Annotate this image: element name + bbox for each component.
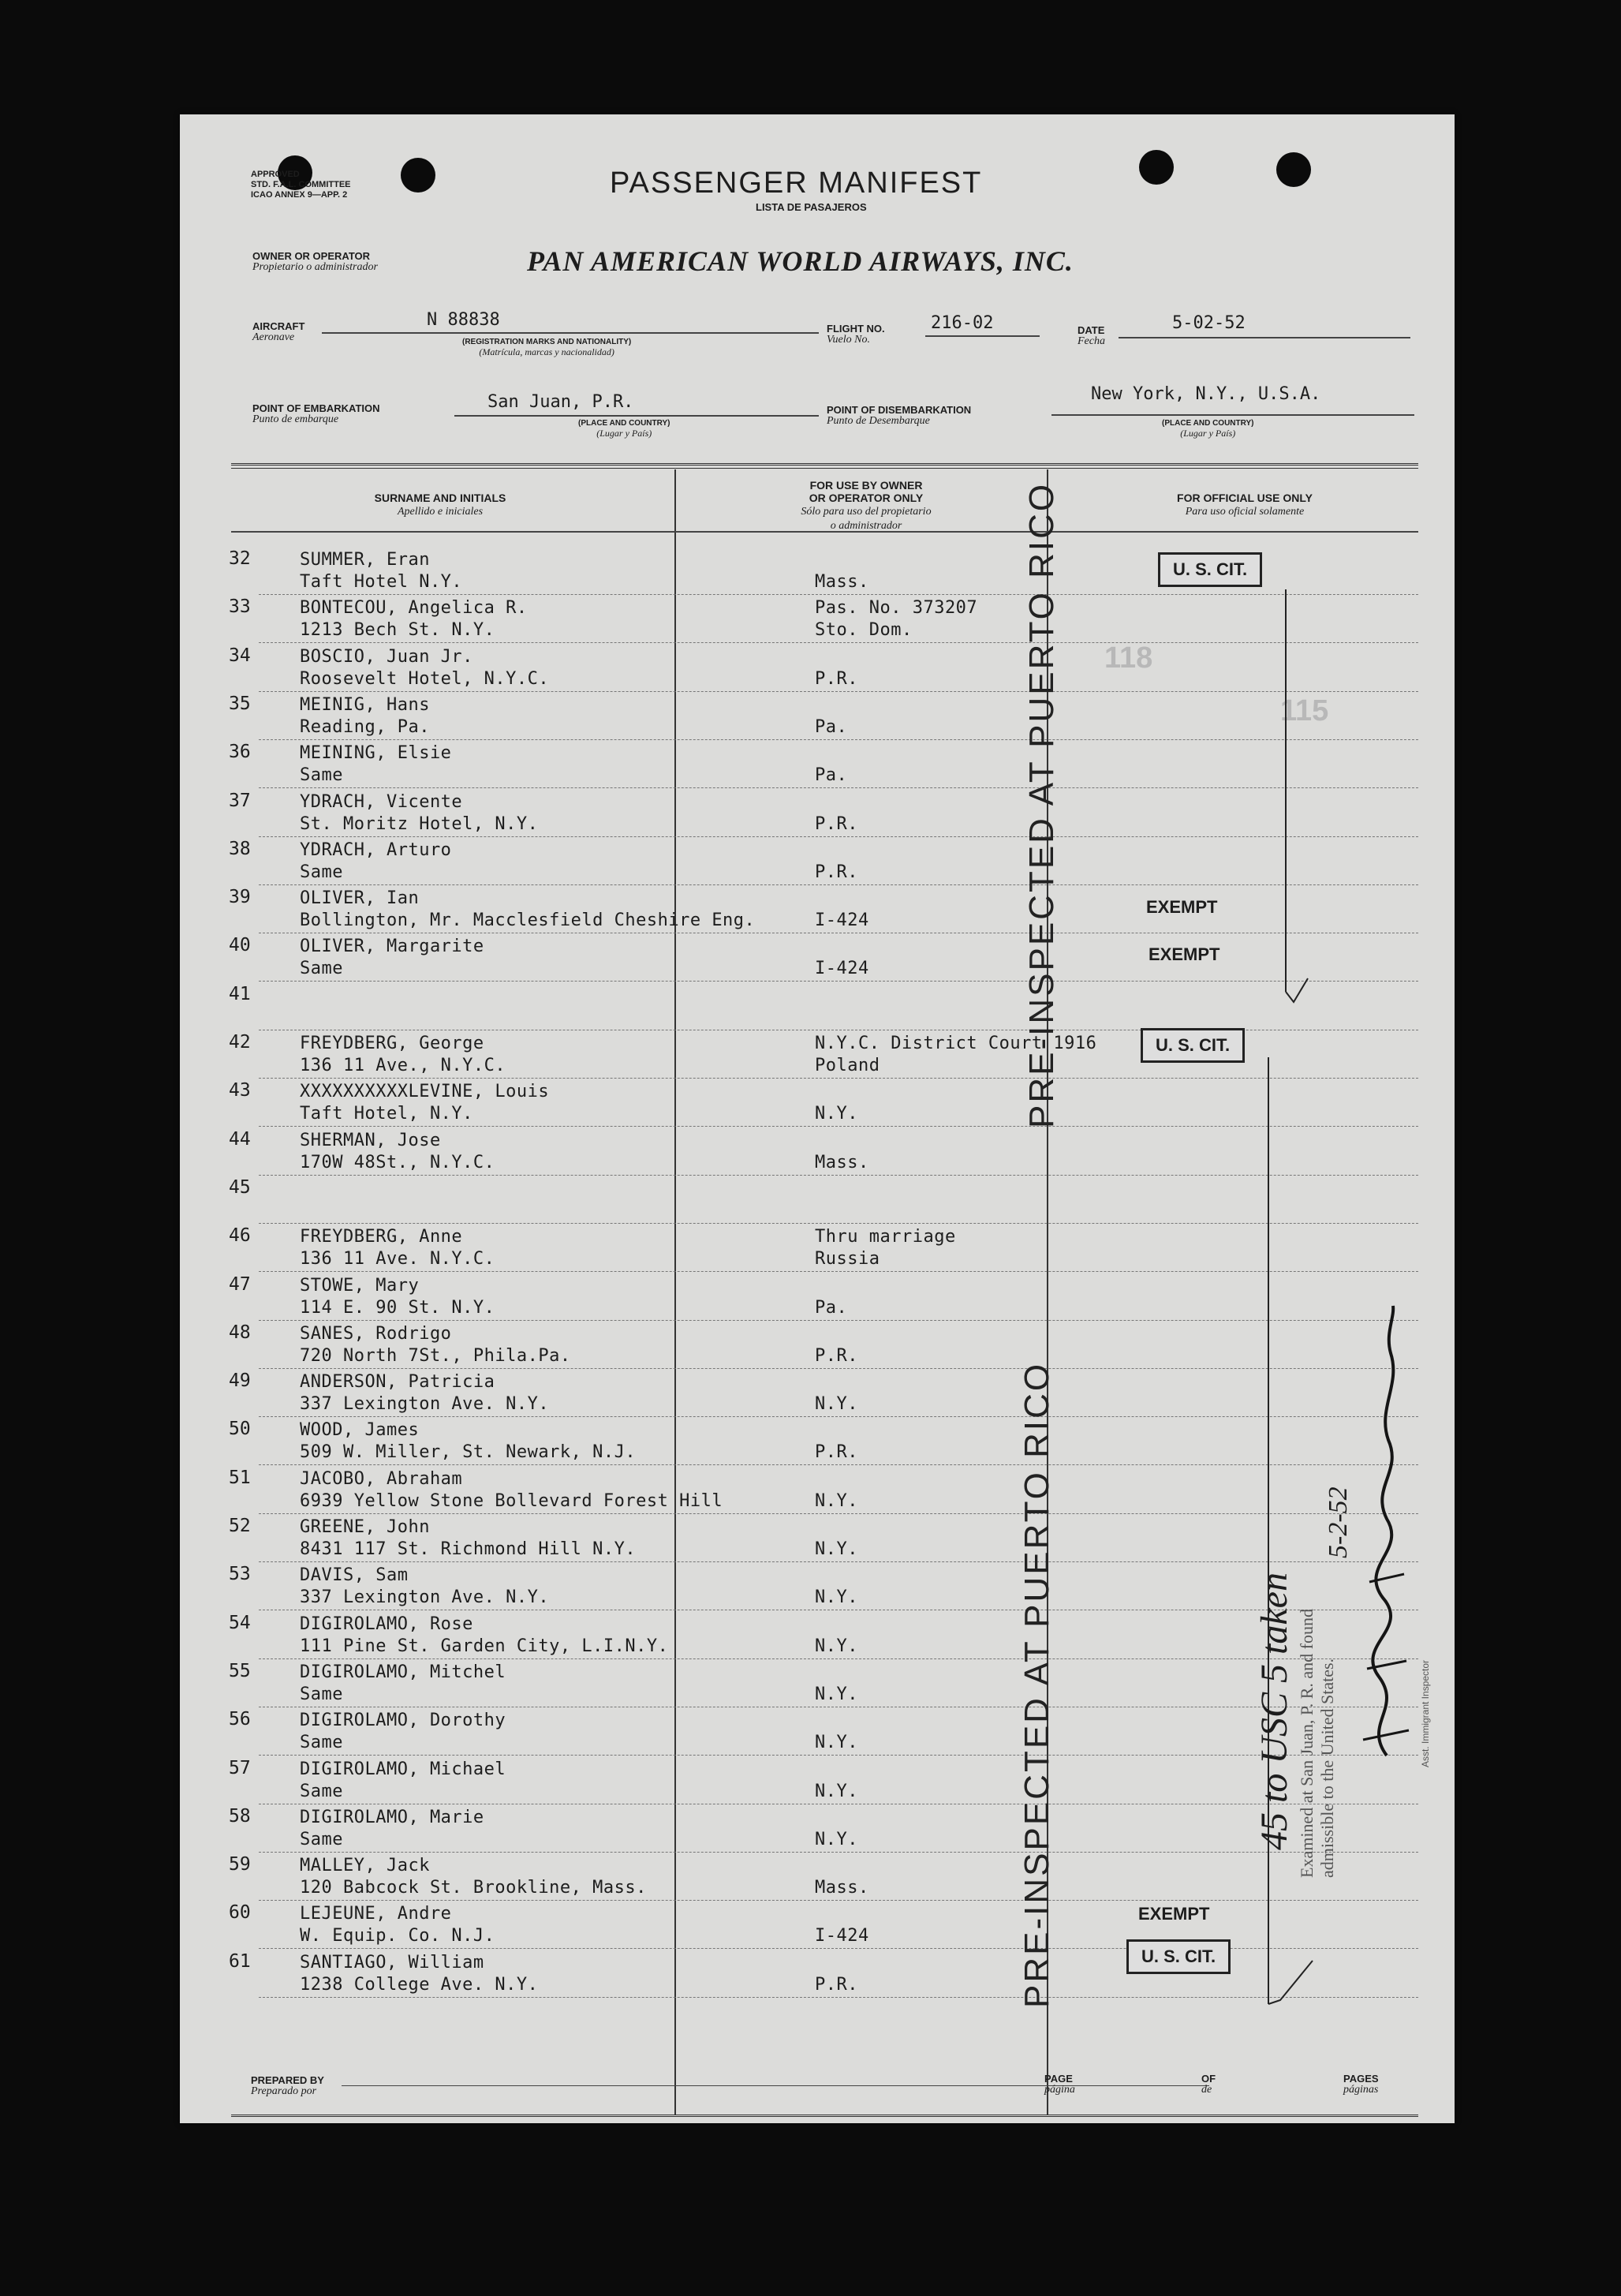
passenger-name: MEINING, Elsie [300,743,452,763]
column-header-operator: FOR USE BY OWNER OR OPERATOR ONLY Sólo para uso del propietario o administrador [801,479,932,532]
passenger-name: LEJEUNE, Andre [300,1904,452,1924]
citizenship-entry: P.R. [815,1442,858,1462]
row-number: 53 [229,1564,251,1584]
passenger-address: 1213 Bech St. N.Y. [300,620,495,640]
table-top-rule [231,463,1418,466]
passenger-address: 136 11 Ave., N.Y.C. [300,1056,506,1075]
row-number: 57 [229,1758,251,1778]
citizenship-entry: Thru marriage [815,1227,956,1247]
punch-hole [1276,152,1311,187]
us-cit-stamp: U. S. CIT. [1158,552,1262,587]
exempt-mark: EXEMPT [1138,1904,1210,1924]
row-number: 49 [229,1370,251,1391]
column-divider [674,469,676,2115]
pages-label: PAGES páginas [1343,2073,1379,2096]
passenger-name: SUMMER, Eran [300,550,430,570]
examined-date: 5-2-52 [1324,1486,1353,1558]
passenger-name: DIGIROLAMO, Dorothy [300,1711,506,1730]
form-title: PASSENGER MANIFEST [610,166,983,200]
row-number: 54 [229,1613,251,1633]
citizenship-entry: N.Y. [815,1830,858,1849]
passenger-address: 120 Babcock St. Brookline, Mass. [300,1878,647,1898]
flight-label: FLIGHT NO. Vuelo No. [827,323,885,346]
passenger-address: Taft Hotel, N.Y. [300,1104,473,1124]
passenger-address: 720 North 7St., Phila.Pa. [300,1346,571,1366]
citizenship-entry: Pa. [815,765,848,785]
passenger-address: Same [300,765,343,785]
citizenship-entry: N.Y. [815,1733,858,1752]
citizenship-entry: Mass. [815,572,869,592]
row-number: 56 [229,1709,251,1729]
row-number: 55 [229,1661,251,1681]
flight-line [925,335,1040,337]
citizenship-entry-2: Sto. Dom. [815,620,913,640]
passenger-name: GREENE, John [300,1517,430,1537]
row-number: 37 [229,791,251,811]
row-number: 39 [229,887,251,907]
passenger-name: DIGIROLAMO, Marie [300,1808,484,1827]
citizenship-entry: Pa. [815,717,848,737]
citizenship-entry: N.Y. [815,1685,858,1704]
citizenship-entry-2: Poland [815,1056,880,1075]
passenger-address: 509 W. Miller, St. Newark, N.J. [300,1442,637,1462]
passenger-name: SHERMAN, Jose [300,1131,441,1150]
citizenship-entry: P.R. [815,862,858,882]
signer-caption: Asst. Immigrant Inspector [1420,1659,1431,1767]
passenger-name: FREYDBERG, George [300,1034,484,1053]
disembarkation-line [1051,414,1414,416]
row-number: 44 [229,1129,251,1150]
passenger-name: WOOD, James [300,1420,420,1440]
citizenship-entry: N.Y.C. District Court 1916 [815,1034,1097,1053]
passenger-address: 337 Lexington Ave. N.Y. [300,1587,550,1607]
registration-caption: (REGISTRATION MARKS AND NATIONALITY) (Matrícula, marcas y nacionalidad) [462,338,632,357]
preinspected-stamp: PRE-INSPECTED AT PUERTO RICO [1018,1361,1056,2008]
us-cit-stamp: U. S. CIT. [1126,1939,1231,1974]
aircraft-label: AIRCRAFT Aeronave [252,320,305,343]
faint-stamp-number: 115 [1280,694,1329,727]
citizenship-entry: I-424 [815,959,869,978]
examined-note: Examined at San Juan, P. R. and found [1297,1609,1317,1878]
citizenship-entry: P.R. [815,1975,858,1995]
passenger-name: DAVIS, Sam [300,1565,409,1585]
punch-hole [1139,150,1174,185]
passenger-address: Reading, Pa. [300,717,430,737]
passenger-name: JACOBO, Abraham [300,1469,463,1489]
row-number: 45 [229,1177,251,1198]
passenger-address: Same [300,1733,343,1752]
citizenship-entry: P.R. [815,1346,858,1366]
embarkation-line [454,415,819,417]
row-number: 42 [229,1032,251,1053]
exempt-mark: EXEMPT [1149,944,1220,964]
row-number: 40 [229,935,251,955]
owner-label: OWNER OR OPERATOR Propietario o administrador [252,250,378,273]
column-header-official: FOR OFFICIAL USE ONLY Para uso oficial solamente [1177,492,1313,518]
passenger-address: W. Equip. Co. N.J. [300,1926,495,1946]
row-number: 46 [229,1225,251,1246]
aircraft-line [322,332,819,334]
bracket-lines [1048,580,1442,2008]
passenger-address: Same [300,862,343,882]
citizenship-entry: Mass. [815,1153,869,1172]
citizenship-entry: I-424 [815,911,869,930]
citizenship-entry: N.Y. [815,1587,858,1607]
disembarkation-caption: (PLACE AND COUNTRY) (Lugar y País) [1162,419,1254,439]
passenger-address: Taft Hotel N.Y. [300,572,463,592]
passenger-name: DIGIROLAMO, Michael [300,1759,506,1779]
passenger-name: FREYDBERG, Anne [300,1227,463,1247]
passenger-name: MALLEY, Jack [300,1856,430,1875]
passenger-name: SANES, Rodrigo [300,1324,452,1344]
row-number: 34 [229,645,251,666]
prepared-by-label: PREPARED BY Preparado por [251,2074,324,2097]
embarkation-value: San Juan, P.R. [487,392,634,412]
passenger-address: Roosevelt Hotel, N.Y.C. [300,669,550,689]
passenger-address: 337 Lexington Ave. N.Y. [300,1394,550,1414]
passenger-name: OLIVER, Ian [300,888,420,908]
of-label: OF de [1201,2073,1216,2096]
passenger-name: YDRACH, Vicente [300,792,463,812]
operator-name: PAN AMERICAN WORLD AIRWAYS, INC. [527,245,1074,277]
page-label: PAGE página [1044,2073,1075,2096]
exempt-mark: EXEMPT [1146,897,1218,917]
passenger-name: YDRACH, Arturo [300,840,452,860]
embarkation-label: POINT OF EMBARKATION Punto de embarque [252,402,380,425]
passenger-name: ANDERSON, Patricia [300,1372,495,1392]
row-number: 60 [229,1902,251,1923]
manifest-sheet [180,114,1455,2123]
disembarkation-value: New York, N.Y., U.S.A. [1091,384,1321,404]
passenger-address: Same [300,959,343,978]
citizenship-entry: N.Y. [815,1394,858,1414]
passenger-name: OLIVER, Margarite [300,937,484,956]
disembarkation-label: POINT OF DISEMBARKATION Punto de Desembarque [827,404,972,427]
citizenship-entry: N.Y. [815,1782,858,1801]
passenger-name: DIGIROLAMO, Mitchel [300,1662,506,1682]
citizenship-entry: N.Y. [815,1539,858,1559]
passenger-name: DIGIROLAMO, Rose [300,1614,473,1634]
passenger-address: 8431 117 St. Richmond Hill N.Y. [300,1539,637,1559]
header-rule [231,531,1418,533]
citizenship-entry-2: Russia [815,1249,880,1269]
column-header-surname: SURNAME AND INITIALS Apellido e iniciales [374,492,506,518]
passenger-address: St. Moritz Hotel, N.Y. [300,814,539,834]
citizenship-entry: N.Y. [815,1491,858,1511]
row-number: 50 [229,1419,251,1439]
approval-note: APPROVED STD. F.A.L. COMMITTEE ICAO ANNEX 9—APP. 2 [251,170,351,200]
passenger-name: BOSCIO, Juan Jr. [300,647,473,667]
aircraft-value: N 88838 [427,310,500,330]
us-cit-stamp: U. S. CIT. [1141,1028,1245,1063]
passenger-address: 1238 College Ave. N.Y. [300,1975,539,1995]
citizenship-entry: P.R. [815,669,858,689]
passenger-address: 6939 Yellow Stone Bollevard Forest Hill [300,1491,723,1511]
passenger-address: Same [300,1782,343,1801]
citizenship-entry: P.R. [815,814,858,834]
handwritten-note: 45 to USC 5 taken [1253,1572,1295,1850]
date-label: DATE Fecha [1078,324,1105,347]
row-number: 58 [229,1806,251,1827]
row-number: 52 [229,1516,251,1536]
prepared-by-line [342,2085,1209,2086]
table-top-rule [231,468,1418,469]
passenger-address: Same [300,1685,343,1704]
row-number: 38 [229,839,251,859]
row-number: 33 [229,596,251,617]
table-bottom-rule [231,2115,1418,2117]
punch-hole [401,158,435,193]
date-line [1119,337,1410,338]
embarkation-caption: (PLACE AND COUNTRY) (Lugar y País) [578,419,670,439]
passenger-address: 170W 48St., N.Y.C. [300,1153,495,1172]
passenger-address: 111 Pine St. Garden City, L.I.N.Y. [300,1636,669,1656]
citizenship-entry: Pa. [815,1298,848,1318]
passenger-name: SANTIAGO, William [300,1953,484,1973]
passenger-name: XXXXXXXXXXLEVINE, Louis [300,1082,550,1101]
row-number: 61 [229,1951,251,1972]
citizenship-entry: N.Y. [815,1636,858,1656]
citizenship-entry: I-424 [815,1926,869,1946]
row-number: 43 [229,1080,251,1101]
row-number: 32 [229,548,251,569]
row-number: 48 [229,1322,251,1343]
citizenship-entry: N.Y. [815,1104,858,1124]
passenger-name: STOWE, Mary [300,1276,420,1296]
row-number: 51 [229,1468,251,1488]
row-number: 41 [229,984,251,1004]
row-number: 59 [229,1854,251,1875]
row-number: 36 [229,742,251,762]
passenger-address: Same [300,1830,343,1849]
citizenship-entry: Pas. No. 373207 [815,598,978,618]
form-subtitle: LISTA DE PASAJEROS [756,201,867,213]
passenger-address: Bollington, Mr. Macclesfield Cheshire Eng. [300,911,756,930]
passenger-address: 114 E. 90 St. N.Y. [300,1298,495,1318]
passenger-address: 136 11 Ave. N.Y.C. [300,1249,495,1269]
row-number: 47 [229,1274,251,1295]
passenger-name: MEINIG, Hans [300,695,430,715]
inspector-signature [1347,1298,1418,1771]
row-number: 35 [229,694,251,714]
passenger-name: BONTECOU, Angelica R. [300,598,528,618]
preinspected-stamp: PRE-INSPECTED AT PUERTO RICO [1022,481,1061,1128]
faint-stamp-number: 118 [1104,641,1153,675]
examined-note: admissible to the United States. [1317,1658,1337,1878]
date-value: 5-02-52 [1172,313,1246,333]
citizenship-entry: Mass. [815,1878,869,1898]
flight-value: 216-02 [931,313,994,333]
